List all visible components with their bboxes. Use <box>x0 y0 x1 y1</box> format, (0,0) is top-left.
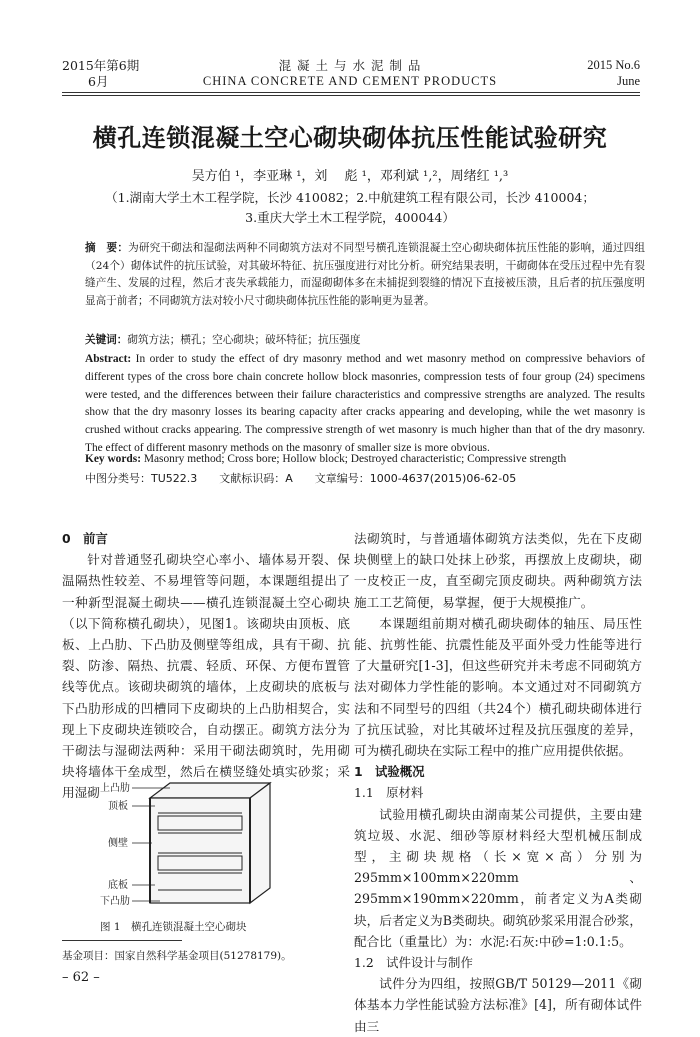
keywords-en-text: Masonry method; Cross bore; Hollow block; Destroyed characteristic; Compressive strength <box>143 453 567 465</box>
subsection-heading-materials: 1.1 原材料 <box>354 785 424 801</box>
authors: 吴方伯 ¹，李亚琳 ¹，刘 彪 ¹，邓利斌 ¹,²，周绪红 ¹,³ <box>191 169 509 184</box>
affiliation-1: （1.湖南大学土木工程学院，长沙 410082；2.中航建筑工程有限公司，长沙 410004； <box>105 190 595 205</box>
figure-1-caption: 图 1 横孔连锁混凝土空心砌块 <box>100 921 247 933</box>
right-column <box>354 528 642 1037</box>
abstract-cn-text: 为研究干砌法和湿砌法两种不同砌筑方法对不同型号横孔连锁混凝土空心砌块砌体抗压性能的影响，通过四组（24个）砌体试件的抗压试验，对其破坏特征、抗压强度进行对比分析。研究结果表明，干砌砌体在受压过程中先有裂缝产生、发展的过程，然后才丧失承载能力，而湿砌砌体多在未捕捉到裂缝的情况下直接被压溃，且后者的抗压强度明显高于前者；不同砌筑方法对较小尺寸砌块砌体抗压性能的影响更为显著。 <box>85 242 645 307</box>
label-upper-rib: 上凸肋 <box>100 783 130 794</box>
figure-1 <box>100 778 310 913</box>
block-side-face <box>250 783 270 903</box>
classification-line: 中图分类号：TU522.3 文献标识码：A 文章编号：1000-4637(2015)06-62-05 <box>85 472 517 485</box>
footnote-funding: 基金项目：国家自然科学基金项目(51278179)。 <box>62 950 292 962</box>
abstract-en-label: Abstract: <box>85 353 132 365</box>
block-front-face <box>150 798 250 903</box>
keywords-en <box>85 451 645 469</box>
abstract-cn <box>85 240 645 310</box>
abstract-en-text: In order to study the effect of dry masonry method and wet masonry method on compressive behaviors of different types of the cross bore chain concrete hollow block masonries, compression tests of four group (24) specimens were tested, and the differences between their failure characteristics and compressive strengths are analyzed. The results show that the dry masonry losses its bearing capacity after cracks appearing and developing, while the wet masonry is crushed without cracks appearing. The compressive strength of wet masonry is much higher than that of the dry masonry. The effect of different masonry methods on the masonry of smaller size is more obvious. <box>85 353 645 454</box>
journal-title-en: CHINA CONCRETE AND CEMENT PRODUCTS <box>202 74 498 88</box>
label-lower-rib: 下凸肋 <box>100 896 130 907</box>
label-side-wall: 侧壁 <box>108 838 128 849</box>
abstract-en <box>85 351 645 458</box>
block-diagram <box>100 778 310 913</box>
footnote-rule <box>62 940 182 941</box>
paragraph-materials: 试验用横孔砌块由湖南某公司提供，主要由建筑垃圾、水泥、细砂等原材料经大型机械压制成型，主砌块规格（长×宽×高）分别为295mm×100mm×220mm、295mm×190mm×220mm，前者定义为A类砌块，后者定义为B类砌块。砌筑砂浆采用混合砂浆，配合比（重量比）为：水泥:石灰:中砂=1:0.1:5。 <box>354 806 642 949</box>
paper-title: 横孔连锁混凝土空心砌块砌体抗压性能试验研究 <box>92 124 608 152</box>
header-month-en: June <box>617 74 640 88</box>
header-rule-2 <box>62 95 640 96</box>
paragraph-continued: 法砌筑时，与普通墙体砌筑方法类似，先在下皮砌块侧壁上的缺口处抹上砂浆，再摆放上皮砌块，砌一皮校正一皮，直至砌完顶皮砌块。两种砌筑方法施工工艺简便，易掌握，便于大规模推广。 <box>354 531 642 610</box>
keywords-en-label: Key words: <box>85 453 141 465</box>
left-column <box>62 528 350 804</box>
header-rule <box>62 92 640 93</box>
keywords-cn <box>85 332 645 350</box>
keywords-cn-label: 关键词： <box>85 334 128 346</box>
paragraph-specimen: 试件分为四组，按照GB/T 50129—2011《砌体基本力学性能试验方法标准》[4]，所有砌体试件由三 <box>354 976 642 1034</box>
paragraph-previous-research: 本课题组前期对横孔砌块砌体的轴压、局压性能、抗剪性能、抗震性能及平面外受力性能等进行了大量研究[1-3]，但这些研究并未考虑不同砌筑方法对砌体力学性能的影响。本文通过对不同砌筑方法和不同型号的四组（共24个）横孔砌块砌体进行了抗压试验，对比其破坏过程及抗压强度的差异，可为横孔砌块在实际工程中的推广应用提供依据。 <box>354 615 642 759</box>
subsection-heading-specimen: 1.2 试件设计与制作 <box>354 955 473 971</box>
affiliation-2: 3.重庆大学土木工程学院，400044） <box>245 210 455 225</box>
header-month: 6月 <box>88 74 109 89</box>
intro-paragraph: 针对普通竖孔砌块空心率小、墙体易开裂、保温隔热性较差、不易埋管等问题，本课题组提出了一种新型混凝土砌块——横孔连锁混凝土空心砌块（以下简称横孔砌块），见图1。该砌块由顶板、底板、上凸肋、下凸肋及侧壁等组成，具有干砌、抗裂、防渗、隔热、抗震、轻质、环保、方便布置管线等优点。该砌块砌筑的墙体，上皮砌块的底板与下凸肋形成的凹槽同下皮砌块的上凸肋相契合，实现上下皮砌块连锁咬合，自动摆正。砌筑方法分为干砌法与湿砌法两种：采用干砌法砌筑时，先用砌块将墙体干垒成型，然后在横竖缝处填实砂浆；采用湿砌 <box>62 552 350 801</box>
header-issue: 2015年第6期 <box>62 58 140 73</box>
abstract-cn-label: 摘 要： <box>85 242 129 254</box>
section-heading-intro: 0 前言 <box>62 531 108 546</box>
block-top-face <box>150 783 270 798</box>
keywords-cn-text: 砌筑方法；横孔；空心砌块；破坏特征；抗压强度 <box>127 334 361 346</box>
label-top-plate: 顶板 <box>108 801 128 812</box>
journal-title-cn: 混 凝 土 与 水 泥 制 品 <box>278 58 422 73</box>
section-heading-test-overview: 1 试验概况 <box>354 764 425 780</box>
label-bottom-plate: 底板 <box>108 880 128 891</box>
header-issue-en: 2015 No.6 <box>587 58 640 72</box>
page-number: – 62 – <box>62 970 100 985</box>
